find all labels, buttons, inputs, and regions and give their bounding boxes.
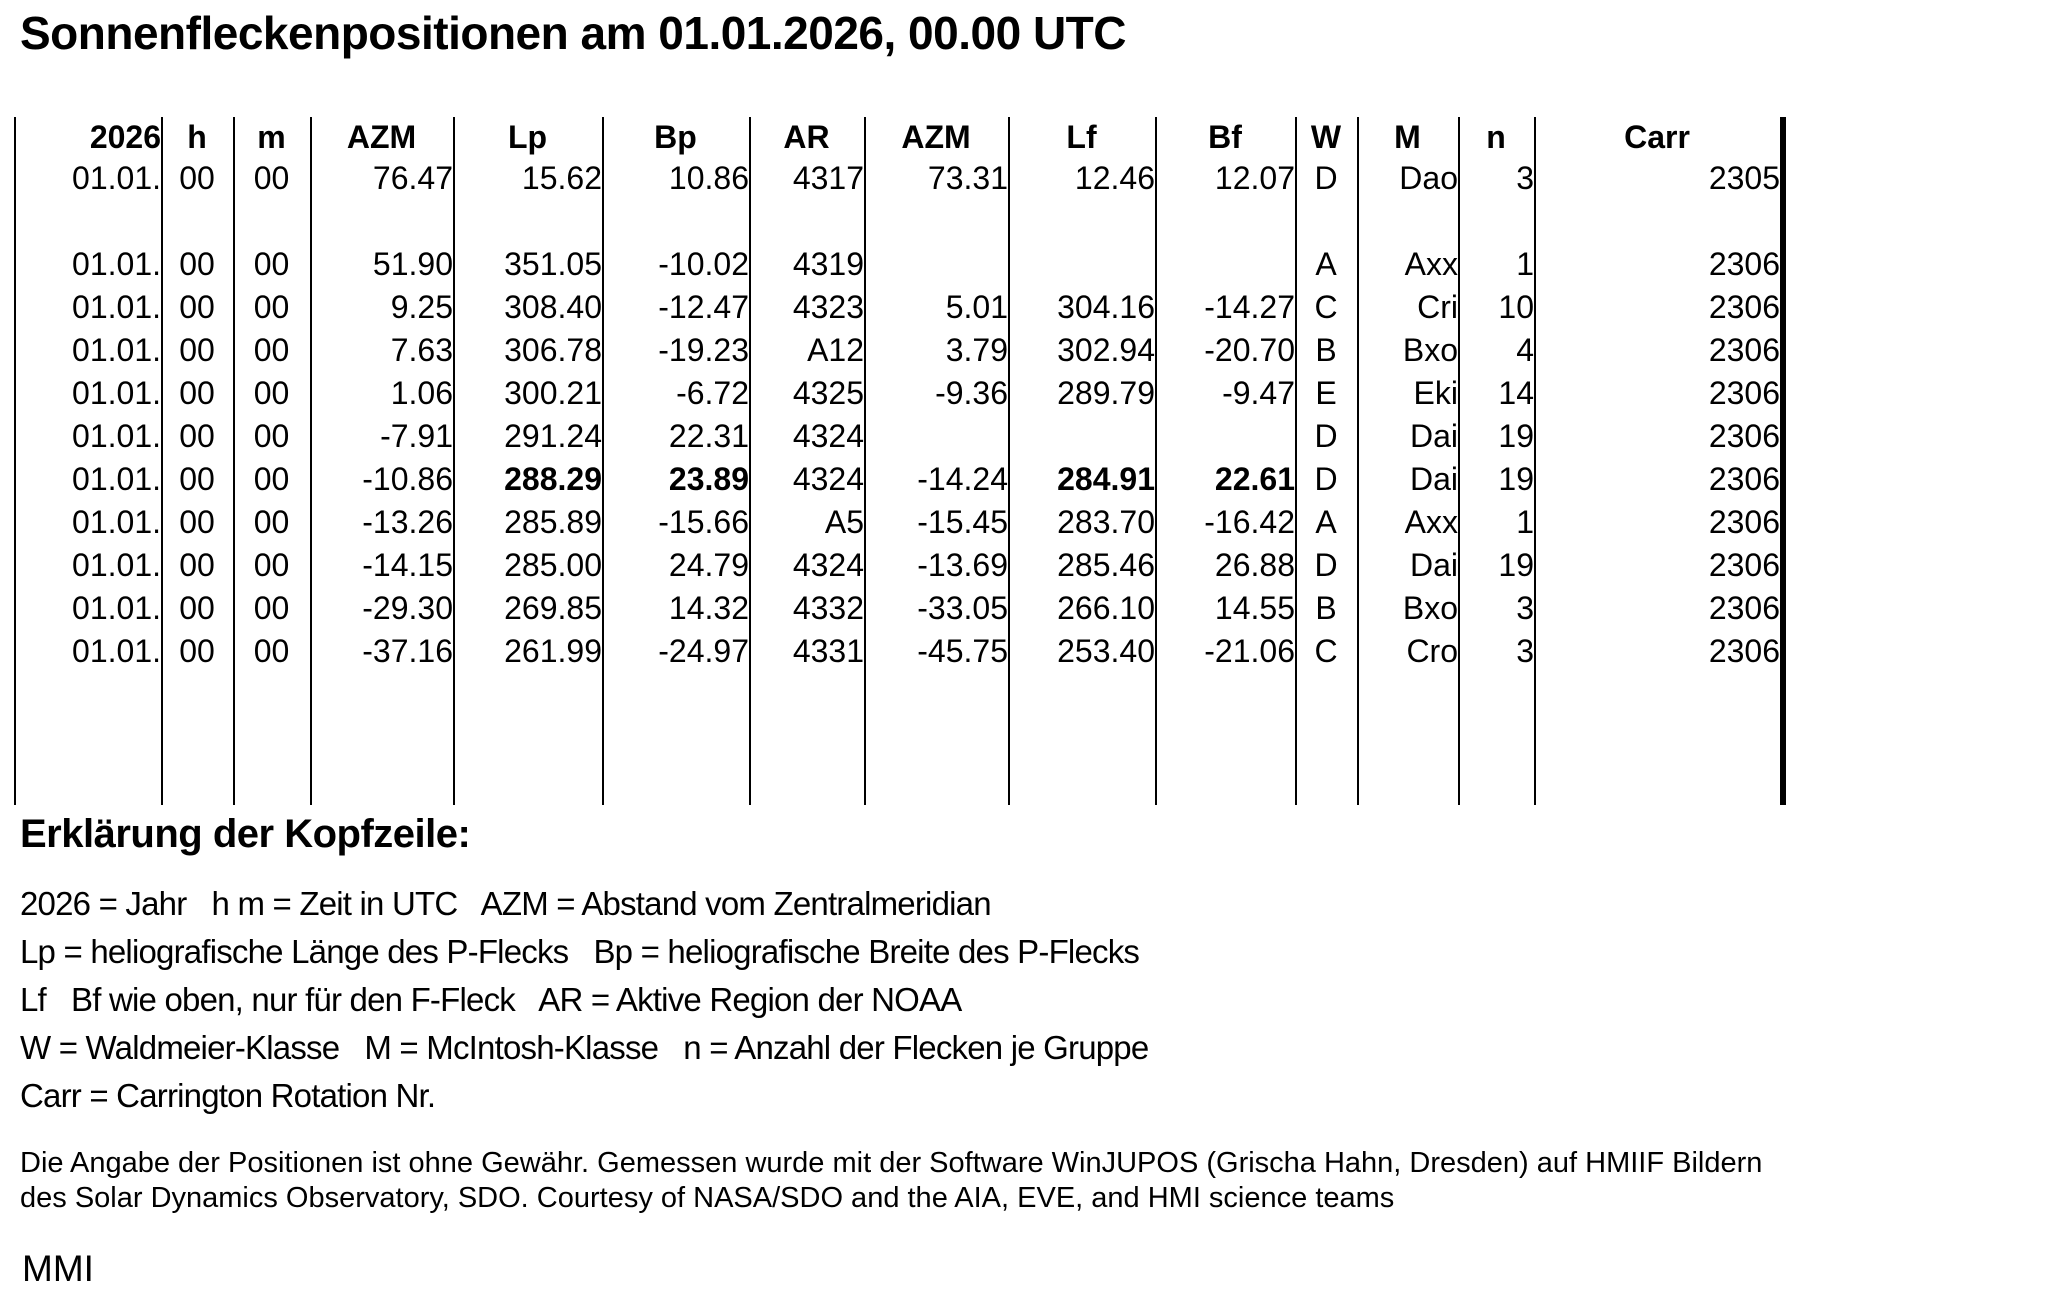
table-cell: 01.01. bbox=[72, 590, 161, 626]
table-right-border-line bbox=[1780, 117, 1786, 805]
table-cell bbox=[602, 200, 749, 243]
table-cell: 00 bbox=[253, 375, 290, 411]
table-cell: 4323 bbox=[792, 289, 864, 325]
table-cell bbox=[310, 200, 453, 243]
signature: MMI bbox=[22, 1248, 94, 1289]
table-cell: C bbox=[1314, 633, 1338, 669]
table-cell: 00 bbox=[253, 246, 290, 282]
table-cell: 10.86 bbox=[668, 160, 749, 196]
table-cell: 73.31 bbox=[927, 160, 1008, 196]
table-cell: 4 bbox=[1516, 332, 1534, 368]
table-cell: 00 bbox=[179, 590, 215, 626]
table-cell: Dai bbox=[1409, 547, 1458, 583]
table-cell: 00 bbox=[253, 418, 290, 454]
column-header-8-lf: Lf bbox=[1066, 118, 1097, 155]
table-row bbox=[14, 200, 1780, 243]
table-cell: 01.01. bbox=[72, 332, 161, 368]
table-cell: 00 bbox=[253, 461, 290, 497]
table-row bbox=[14, 157, 1780, 200]
table-cell bbox=[1008, 200, 1155, 243]
table-cell: Dai bbox=[1409, 461, 1458, 497]
table-cell: 4317 bbox=[792, 160, 864, 196]
table-cell: 3 bbox=[1516, 590, 1534, 626]
table-cell: -19.23 bbox=[658, 332, 749, 368]
table-row bbox=[14, 286, 1780, 329]
table-cell: 22.61 bbox=[1214, 461, 1295, 497]
table-cell: A12 bbox=[807, 332, 864, 368]
table-row bbox=[14, 415, 1780, 458]
table-cell: -9.47 bbox=[1222, 375, 1295, 411]
table-cell: 302.94 bbox=[1057, 332, 1155, 368]
table-cell: -9.36 bbox=[935, 375, 1008, 411]
legend-line: Lf Bf wie oben, nur für den F-Fleck AR = Aktive Region der NOAA bbox=[20, 981, 962, 1018]
table-cell: 14.55 bbox=[1214, 590, 1295, 626]
table-cell: 2306 bbox=[1708, 547, 1780, 583]
table-cell: 19 bbox=[1498, 418, 1534, 454]
table-cell: Axx bbox=[1404, 504, 1458, 540]
column-header-2-m: m bbox=[257, 118, 286, 155]
column-header-7-azm: AZM bbox=[901, 118, 971, 155]
table-cell: 289.79 bbox=[1057, 375, 1155, 411]
table-row bbox=[14, 587, 1780, 630]
table-cell: 76.47 bbox=[372, 160, 453, 196]
table-cell: 2306 bbox=[1708, 375, 1780, 411]
table-cell: 306.78 bbox=[504, 332, 602, 368]
table-cell: 12.07 bbox=[1214, 160, 1295, 196]
table-cell: 2306 bbox=[1708, 633, 1780, 669]
table-cell bbox=[864, 243, 1008, 286]
footnote-line: des Solar Dynamics Observatory, SDO. Courtesy of NASA/SDO and the AIA, EVE, and HMI science teams bbox=[20, 1182, 1395, 1214]
table-cell: -6.72 bbox=[676, 375, 749, 411]
table-cell: -13.69 bbox=[917, 547, 1008, 583]
table-cell: 00 bbox=[253, 547, 290, 583]
table-cell: 3.79 bbox=[945, 332, 1008, 368]
table-cell: 2306 bbox=[1708, 590, 1780, 626]
table-cell: 00 bbox=[179, 461, 215, 497]
legend-heading: Erklärung der Kopfzeile: bbox=[20, 812, 471, 856]
table-cell: 26.88 bbox=[1214, 547, 1295, 583]
table-cell: -10.86 bbox=[362, 461, 453, 497]
table-cell: 1.06 bbox=[390, 375, 453, 411]
column-header-1-h: h bbox=[187, 118, 207, 155]
table-cell: 2306 bbox=[1708, 332, 1780, 368]
table-cell: -10.02 bbox=[658, 246, 749, 282]
column-header-11-m: M bbox=[1394, 118, 1421, 155]
table-cell: Bxo bbox=[1402, 590, 1458, 626]
page-title: Sonnenfleckenpositionen am 01.01.2026, 00.00 UTC bbox=[20, 7, 1126, 59]
table-cell: -45.75 bbox=[917, 633, 1008, 669]
table-cell: 00 bbox=[179, 160, 215, 196]
table-cell: 24.79 bbox=[668, 547, 749, 583]
table-cell: 00 bbox=[179, 375, 215, 411]
table-cell: -13.26 bbox=[362, 504, 453, 540]
table-cell: -16.42 bbox=[1204, 504, 1295, 540]
table-cell: 284.91 bbox=[1057, 461, 1155, 497]
table-cell: 261.99 bbox=[504, 633, 602, 669]
table-cell: 285.89 bbox=[504, 504, 602, 540]
table-cell: 351.05 bbox=[504, 246, 602, 282]
table-cell: 4324 bbox=[792, 461, 864, 497]
column-header-12-n: n bbox=[1486, 118, 1506, 155]
sunspot-table bbox=[14, 117, 1786, 805]
table-cell: -29.30 bbox=[362, 590, 453, 626]
table-cell: Dai bbox=[1409, 418, 1458, 454]
table-cell: 2306 bbox=[1708, 246, 1780, 282]
table-cell: 4319 bbox=[792, 246, 864, 282]
table-cell bbox=[749, 200, 864, 243]
table-cell: 288.29 bbox=[504, 461, 602, 497]
table-cell: 14.32 bbox=[668, 590, 749, 626]
table-cell: -21.06 bbox=[1204, 633, 1295, 669]
table-cell: 2306 bbox=[1708, 504, 1780, 540]
table-cell: 00 bbox=[253, 590, 290, 626]
table-cell: -14.27 bbox=[1204, 289, 1295, 325]
table-cell: -7.91 bbox=[380, 418, 453, 454]
table-cell: 253.40 bbox=[1057, 633, 1155, 669]
table-cell: 2306 bbox=[1708, 461, 1780, 497]
table-row bbox=[14, 630, 1780, 673]
column-header-0-2026: 2026 bbox=[89, 118, 161, 155]
table-cell bbox=[1357, 200, 1458, 243]
table-cell: 7.63 bbox=[390, 332, 453, 368]
table-cell: -37.16 bbox=[362, 633, 453, 669]
table-row bbox=[14, 372, 1780, 415]
table-cell: 10 bbox=[1498, 289, 1534, 325]
table-cell bbox=[161, 200, 233, 243]
table-cell: 01.01. bbox=[72, 461, 161, 497]
column-header-13-carr: Carr bbox=[1624, 118, 1690, 155]
column-header-10-w: W bbox=[1310, 118, 1342, 155]
table-cell: -12.47 bbox=[658, 289, 749, 325]
table-cell: B bbox=[1315, 332, 1337, 368]
table-cell: 00 bbox=[179, 504, 215, 540]
table-cell: 1 bbox=[1516, 504, 1534, 540]
column-header-5-bp: Bp bbox=[654, 118, 697, 155]
table-cell: 00 bbox=[179, 418, 215, 454]
table-cell: -33.05 bbox=[917, 590, 1008, 626]
column-header-4-lp: Lp bbox=[507, 118, 548, 155]
table-cell: Eki bbox=[1413, 375, 1458, 411]
table-cell bbox=[864, 415, 1008, 458]
table-cell: -15.45 bbox=[917, 504, 1008, 540]
table-row bbox=[14, 501, 1780, 544]
table-cell: 01.01. bbox=[72, 289, 161, 325]
table-row bbox=[14, 243, 1780, 286]
table-cell: 00 bbox=[179, 332, 215, 368]
table-cell: D bbox=[1314, 461, 1338, 497]
column-header-6-ar: AR bbox=[783, 118, 830, 155]
table-cell: 23.89 bbox=[668, 461, 749, 497]
table-cell: -14.15 bbox=[362, 547, 453, 583]
table-cell: 01.01. bbox=[72, 246, 161, 282]
table-cell: -14.24 bbox=[917, 461, 1008, 497]
table-cell: A bbox=[1315, 504, 1337, 540]
table-cell: D bbox=[1314, 418, 1338, 454]
table-cell: 304.16 bbox=[1057, 289, 1155, 325]
table-cell: -24.97 bbox=[658, 633, 749, 669]
table-cell: 00 bbox=[253, 633, 290, 669]
table-cell: 4324 bbox=[792, 547, 864, 583]
table-cell: 14 bbox=[1498, 375, 1534, 411]
table-cell: 4331 bbox=[792, 633, 864, 669]
table-cell: 4325 bbox=[792, 375, 864, 411]
header-legend bbox=[20, 880, 1148, 1120]
table-cell: -15.66 bbox=[658, 504, 749, 540]
legend-line: Carr = Carrington Rotation Nr. bbox=[20, 1077, 436, 1114]
table-cell: A bbox=[1315, 246, 1337, 282]
table-cell: 01.01. bbox=[72, 160, 161, 196]
table-cell bbox=[864, 200, 1008, 243]
table-cell: 19 bbox=[1498, 547, 1534, 583]
table-cell bbox=[1458, 200, 1534, 243]
column-header-3-azm: AZM bbox=[346, 118, 417, 155]
table-cell bbox=[1155, 415, 1295, 458]
table-cell: 51.90 bbox=[372, 246, 453, 282]
table-cell: 285.46 bbox=[1057, 547, 1155, 583]
table-cell: A5 bbox=[824, 504, 864, 540]
table-cell: 1 bbox=[1516, 246, 1534, 282]
table-cell: 4332 bbox=[792, 590, 864, 626]
table-cell: Axx bbox=[1404, 246, 1458, 282]
table-cell bbox=[1008, 415, 1155, 458]
table-cell bbox=[233, 200, 310, 243]
table-cell bbox=[1155, 243, 1295, 286]
table-cell: 00 bbox=[253, 160, 290, 196]
table-cell: D bbox=[1314, 160, 1338, 196]
table-row bbox=[14, 329, 1780, 372]
table-cell: 00 bbox=[179, 633, 215, 669]
table-cell: 4324 bbox=[792, 418, 864, 454]
table-cell bbox=[1534, 200, 1780, 243]
table-cell: C bbox=[1314, 289, 1338, 325]
table-cell bbox=[1295, 200, 1357, 243]
table-cell: 9.25 bbox=[390, 289, 453, 325]
disclaimer-footnote bbox=[20, 1146, 1762, 1216]
table-cell: 00 bbox=[179, 547, 215, 583]
table-cell bbox=[14, 200, 161, 243]
column-header-9-bf: Bf bbox=[1208, 118, 1242, 155]
table-row bbox=[14, 544, 1780, 587]
table-cell: 2305 bbox=[1708, 160, 1780, 196]
table-cell: -20.70 bbox=[1204, 332, 1295, 368]
footnote-line: Die Angabe der Positionen ist ohne Gewähr. Gemessen wurde mit der Software WinJUPOS (Grischa Hahn, Dresden) auf HMIIF Bildern bbox=[20, 1147, 1763, 1179]
table-cell: 291.24 bbox=[504, 418, 602, 454]
table-cell: 19 bbox=[1498, 461, 1534, 497]
table-cell: 308.40 bbox=[504, 289, 602, 325]
table-cell: 01.01. bbox=[72, 504, 161, 540]
table-cell: 3 bbox=[1516, 633, 1534, 669]
table-cell: 00 bbox=[253, 332, 290, 368]
table-cell: 12.46 bbox=[1074, 160, 1155, 196]
legend-line: 2026 = Jahr h m = Zeit in UTC AZM = Abstand vom Zentralmeridian bbox=[20, 885, 991, 922]
table-cell: Dao bbox=[1399, 160, 1458, 196]
table-cell: 00 bbox=[253, 504, 290, 540]
table-header-row bbox=[14, 117, 1780, 157]
table-cell: Cri bbox=[1417, 289, 1458, 325]
legend-line: Lp = heliografische Länge des P-Flecks Bp = heliografische Breite des P-Flecks bbox=[20, 933, 1140, 970]
table-cell: 2306 bbox=[1708, 289, 1780, 325]
table-row bbox=[14, 458, 1780, 501]
sunspot-position-table bbox=[14, 117, 1780, 673]
table-cell: 01.01. bbox=[72, 547, 161, 583]
table-cell: 00 bbox=[179, 289, 215, 325]
table-cell bbox=[1155, 200, 1295, 243]
table-cell: 01.01. bbox=[72, 375, 161, 411]
table-cell: 15.62 bbox=[521, 160, 602, 196]
legend-line: W = Waldmeier-Klasse M = McIntosh-Klasse n = Anzahl der Flecken je Gruppe bbox=[20, 1029, 1149, 1066]
table-cell: Cro bbox=[1406, 633, 1458, 669]
table-cell: 266.10 bbox=[1057, 590, 1155, 626]
table-cell: 285.00 bbox=[504, 547, 602, 583]
table-cell bbox=[1008, 243, 1155, 286]
table-cell: 01.01. bbox=[72, 418, 161, 454]
table-cell: 2306 bbox=[1708, 418, 1780, 454]
table-cell: 00 bbox=[179, 246, 215, 282]
table-cell: B bbox=[1315, 590, 1337, 626]
table-cell: E bbox=[1315, 375, 1337, 411]
table-cell: 01.01. bbox=[72, 633, 161, 669]
table-cell bbox=[453, 200, 602, 243]
table-cell: 269.85 bbox=[504, 590, 602, 626]
table-cell: 5.01 bbox=[945, 289, 1008, 325]
table-cell: 300.21 bbox=[504, 375, 602, 411]
table-cell: Bxo bbox=[1402, 332, 1458, 368]
table-cell: 22.31 bbox=[668, 418, 749, 454]
table-cell: 3 bbox=[1516, 160, 1534, 196]
table-cell: 00 bbox=[253, 289, 290, 325]
table-cell: D bbox=[1314, 547, 1338, 583]
table-cell: 283.70 bbox=[1057, 504, 1155, 540]
